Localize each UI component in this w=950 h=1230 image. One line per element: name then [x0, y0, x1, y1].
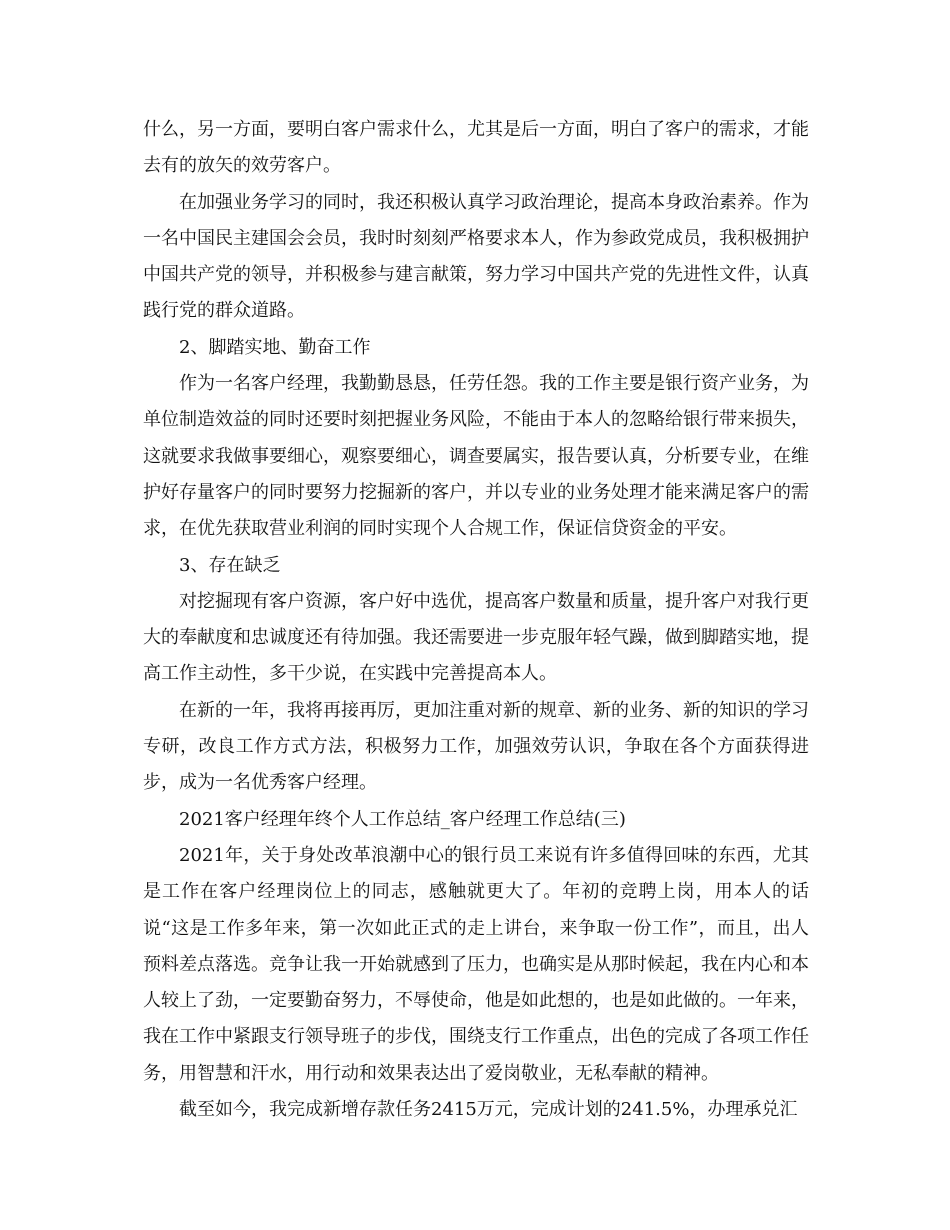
section-heading: 3、存在缺乏 — [179, 554, 281, 576]
paragraph: 对挖掘现有客户资源，客户好中选优，提高客户数量和质量，提升客户对我行更大的奉献度和忠诚度还有待加强。我还需要进一步克服年轻气躁，做到脚踏实地，提高工作主动性，多干少说，在实践中完善提高本人。 — [143, 590, 809, 685]
article-title: 2021客户经理年终个人工作总结_客户经理工作总结(三) — [179, 808, 626, 830]
document-body — [143, 112, 809, 1128]
section-heading: 2、脚踏实地、勤奋工作 — [179, 336, 371, 358]
paragraph: 在加强业务学习的同时，我还积极认真学习政治理论，提高本身政治素养。作为一名中国民主建国会会员，我时时刻刻严格要求本人，作为参政党成员，我积极拥护中国共产党的领导，并积极参与建言献策，努力学习中国共产党的先进性文件，认真践行党的群众道路。 — [143, 191, 809, 322]
paragraph: 截至如今，我完成新增存款任务2415万元，完成计划的241.5%，办理承兑汇 — [179, 1099, 798, 1121]
paragraph: 作为一名客户经理，我勤勤恳恳，任劳任怨。我的工作主要是银行资产业务，为单位制造效益的同时还要时刻把握业务风险，不能由于本人的忽略给银行带来损失，这就要求我做事要细心，观察要细心，调查要属实，报告要认真，分析要专业，在维护好存量客户的同时要努力挖掘新的客户，并以专业的业务处理才能来满足客户的需求，在优先获取营业利润的同时实现个人合规工作，保证信贷资金的平安。 — [143, 373, 809, 540]
paragraph: 2021年，关于身处改革浪潮中心的银行员工来说有许多值得回味的东西，尤其是工作在客户经理岗位上的同志，感触就更大了。年初的竞聘上岗，用本人的话说“这是工作多年来，第一次如此正式的走上讲台，来争取一份工作”，而且，出人预料差点落选。竞争让我一开始就感到了压力，也确实是从那时候起，我在内心和本人较上了劲，一定要勤奋努力，不辱使命，他是如此想的，也是如此做的。一年来，我在工作中紧跟支行领导班子的步伐，围绕支行工作重点，出色的完成了各项工作任务，用智慧和汗水，用行动和效果表达出了爱岗敬业，无私奉献的精神。 — [143, 844, 809, 1084]
paragraph: 什么，另一方面，要明白客户需求什么，尤其是后一方面，明白了客户的需求，才能去有的放矢的效劳客户。 — [143, 119, 809, 177]
paragraph: 在新的一年，我将再接再厉，更加注重对新的规章、新的业务、新的知识的学习专研，改良工作方式方法，积极努力工作，加强效劳认识，争取在各个方面获得进步，成为一名优秀客户经理。 — [143, 699, 809, 794]
